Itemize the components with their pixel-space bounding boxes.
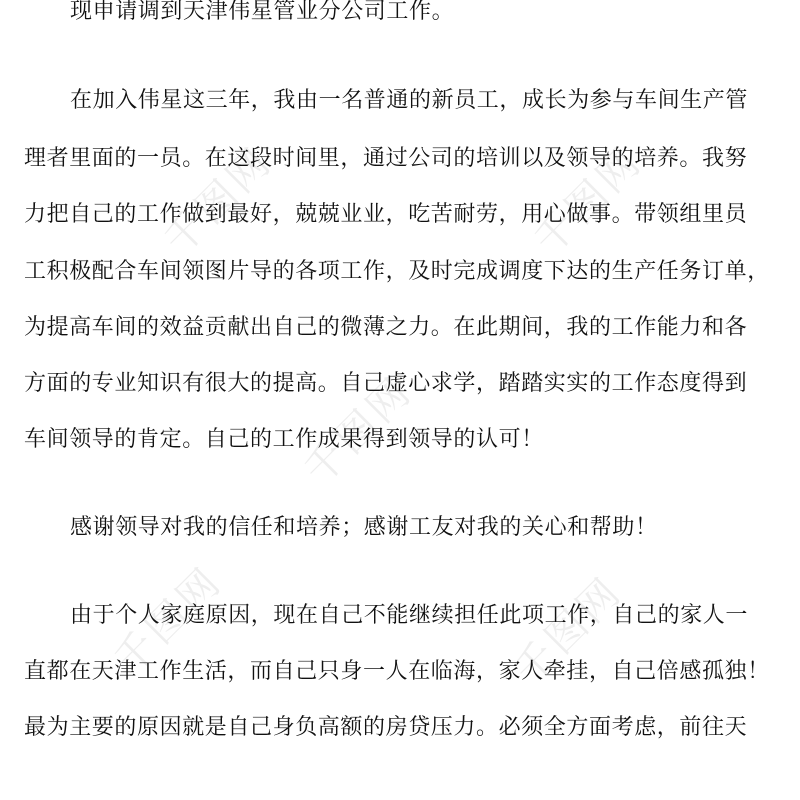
paragraph-line: 为提高车间的效益贡献出自己的微薄之力。在此期间，我的工作能力和各	[24, 315, 748, 340]
paragraph-line: 方面的专业知识有很大的提高。自己虚心求学，踏踏实实的工作态度得到	[24, 371, 748, 396]
watermark: 千图网	[155, 138, 282, 264]
watermark: 千图网	[525, 138, 652, 264]
paragraph-line: 车间领导的肯定。自己的工作成果得到领导的认可！	[24, 427, 544, 452]
paragraph-line: 直都在天津工作生活，而自己只身一人在临海，家人牵挂，自己倍感孤独！	[24, 659, 770, 684]
watermark: 千图网	[105, 558, 232, 684]
paragraph-line: 由于个人家庭原因，现在自己不能继续担任此项工作，自己的家人一	[70, 603, 749, 628]
watermark: 千图网	[505, 568, 632, 694]
paragraph-line: 力把自己的工作做到最好，兢兢业业，吃苦耐劳，用心做事。带领组里员	[24, 202, 748, 227]
paragraph-line: 现申请调到天津伟星管业分公司工作。	[70, 0, 455, 24]
watermark: 千图网	[295, 368, 422, 494]
paragraph-line: 在加入伟星这三年，我由一名普通的新员工，成长为参与车间生产管	[70, 88, 749, 113]
paragraph-line: 感谢领导对我的信任和培养；感谢工友对我的关心和帮助！	[70, 515, 658, 540]
paragraph-line: 理者里面的一员。在这段时间里，通过公司的培训以及领导的培养。我努	[24, 146, 748, 171]
paragraph-line: 工积极配合车间领图片导的各项工作，及时完成调度下达的生产任务订单，	[24, 259, 770, 284]
paragraph-line: 最为主要的原因就是自己身负高额的房贷压力。必须全方面考虑，前往天	[24, 715, 748, 740]
